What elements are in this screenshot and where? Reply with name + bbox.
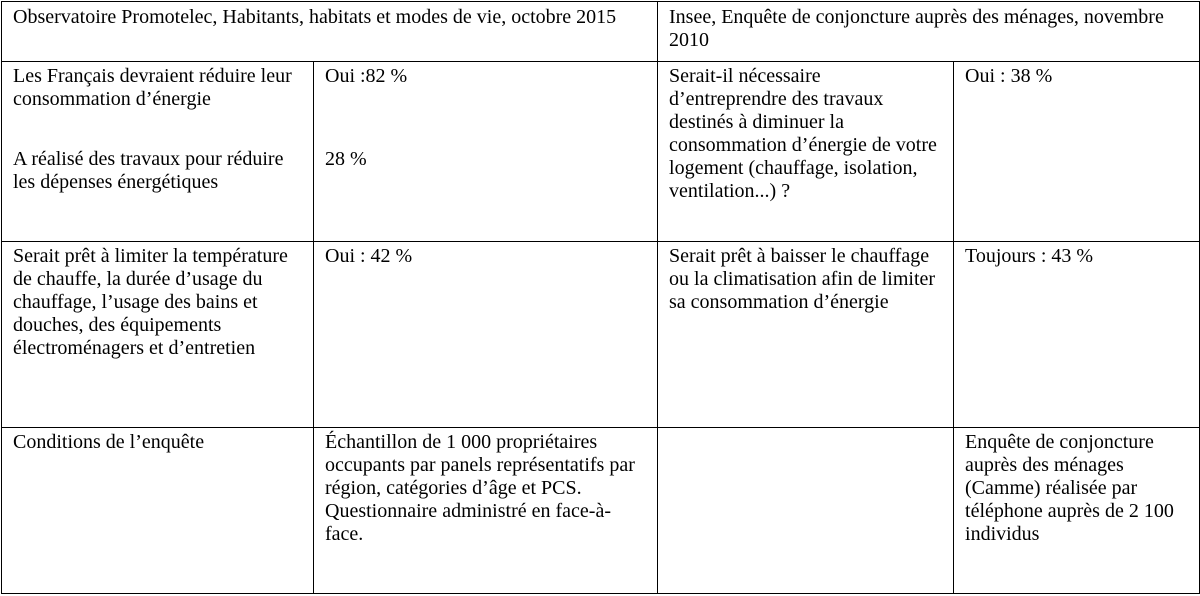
question-cell: Serait prêt à baisser le chauffage ou la climatisation afin de limiter sa consommation d’énergie: [658, 242, 954, 428]
question-cell: Serait prêt à limiter la température de chauffe, la durée d’usage du chauffage, l’usage des bains et douches, des équipements électroménagers et d’entretien: [2, 242, 314, 428]
answer-text: 28 %: [325, 148, 367, 170]
header-promotelec: Observatoire Promotelec, Habitants, habitats et modes de vie, octobre 2015: [2, 2, 658, 62]
conditions-label: [658, 428, 954, 594]
conditions-value: Enquête de conjoncture auprès des ménages (Camme) réalisée par téléphone auprès de 2 100 individus: [954, 428, 1200, 594]
table-row: [2, 62, 1200, 242]
answer-text: Oui :82 %: [325, 65, 408, 87]
header-row: [2, 2, 1200, 62]
table-row: [2, 242, 1200, 428]
spacer: [325, 88, 647, 148]
question-text: Les Français devraient réduire leur consommation d’énergie: [13, 65, 292, 110]
answer-cell: [314, 62, 658, 242]
header-insee: Insee, Enquête de conjoncture auprès des ménages, novembre 2010: [658, 2, 1200, 62]
question-cell: [2, 62, 314, 242]
survey-comparison-table: [1, 1, 1200, 594]
spacer: [13, 111, 303, 148]
question-text: A réalisé des travaux pour réduire les dépenses énergétiques: [13, 148, 284, 193]
conditions-label: Conditions de l’enquête: [2, 428, 314, 594]
table-row: [2, 428, 1200, 594]
answer-cell: Oui : 38 %: [954, 62, 1200, 242]
answer-cell: Oui : 42 %: [314, 242, 658, 428]
answer-cell: Toujours : 43 %: [954, 242, 1200, 428]
question-cell: Serait-il nécessaire d’entreprendre des travaux destinés à diminuer la consommation d’énergie de votre logement (chauffage, isolation, ventilation...) ?: [658, 62, 954, 242]
conditions-value: Échantillon de 1 000 propriétaires occupants par panels représentatifs par région, catégories d’âge et PCS. Questionnaire administré en face-à-face.: [314, 428, 658, 594]
